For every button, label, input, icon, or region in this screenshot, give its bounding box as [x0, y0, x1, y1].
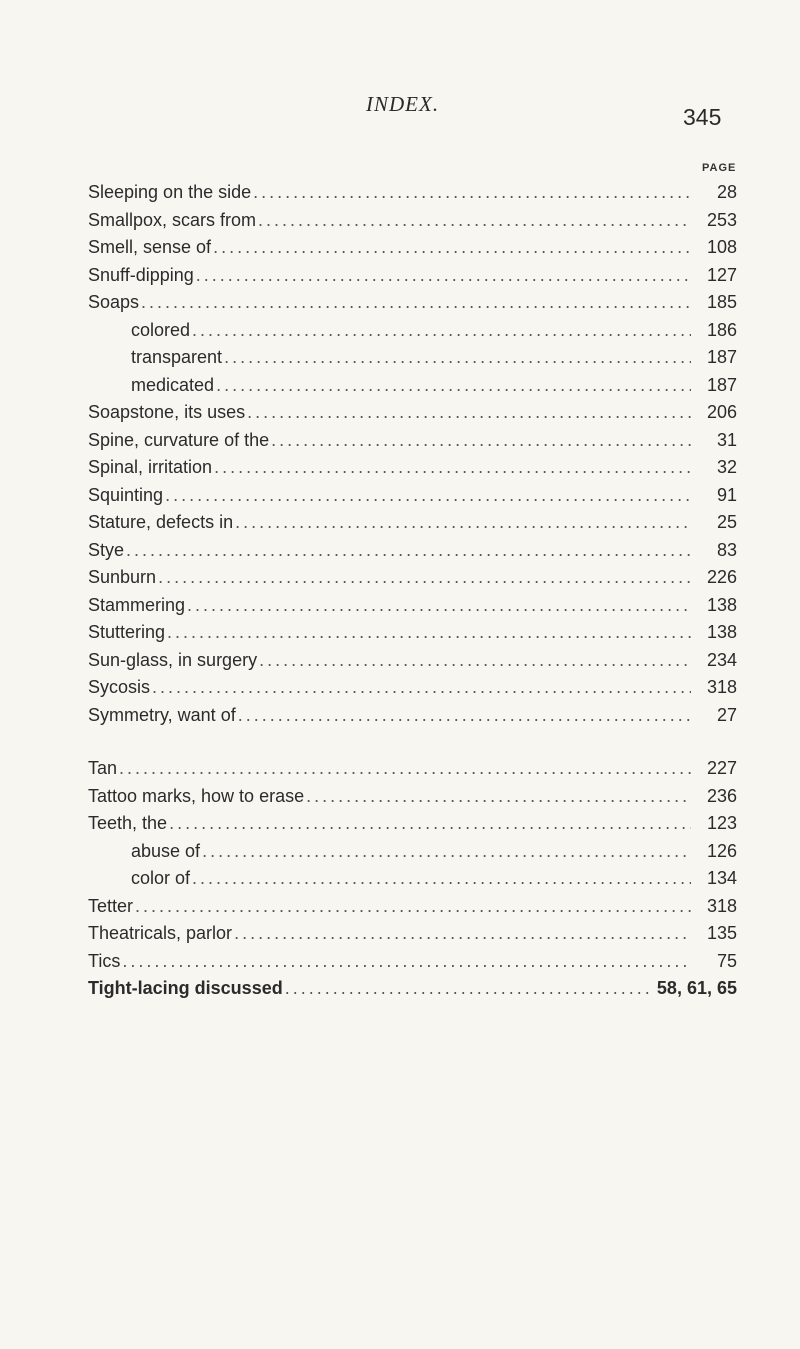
entry-page: 28	[716, 182, 737, 202]
entry-page: 134	[706, 868, 737, 888]
index-entry	[88, 674, 737, 702]
dot-leader	[214, 454, 691, 482]
entry-term: medicated	[131, 374, 215, 395]
entry-page: 253	[706, 209, 737, 230]
entry-page: 185	[706, 292, 737, 312]
entry-page: 318	[706, 895, 737, 916]
index-entry	[88, 975, 737, 1003]
dot-leader	[259, 647, 691, 675]
entry-term: Tattoo marks, how to erase	[88, 785, 305, 806]
dot-leader	[122, 948, 691, 976]
entry-page: 187	[706, 374, 737, 395]
entry-term: Spine, curvature of the	[88, 429, 270, 450]
dot-leader	[258, 207, 691, 235]
index-entry	[88, 647, 737, 675]
entry-page: 206	[706, 402, 737, 422]
dot-leader	[196, 262, 691, 290]
page-header	[0, 92, 800, 132]
entry-page: 91	[716, 484, 737, 505]
entry-page: 318	[706, 677, 737, 697]
index-entry	[88, 289, 737, 317]
entry-term: Stye	[88, 539, 125, 560]
index-entry	[88, 537, 737, 565]
entry-page: 187	[706, 347, 737, 367]
entry-term: Sycosis	[88, 677, 151, 697]
index-entry	[88, 920, 737, 948]
dot-leader	[152, 674, 691, 702]
entry-term: Tan	[88, 758, 118, 778]
index-entry	[88, 893, 737, 921]
dot-leader	[167, 619, 691, 647]
entry-term: Soapstone, its uses	[88, 402, 246, 422]
running-head: INDEX.	[366, 92, 440, 116]
dot-leader	[135, 893, 691, 921]
entry-page: 127	[706, 264, 737, 285]
dot-leader	[238, 702, 691, 730]
dot-leader	[141, 289, 691, 317]
entry-term: Theatricals, parlor	[88, 923, 233, 943]
entry-page: 32	[716, 457, 737, 477]
entry-term: Sunburn	[88, 567, 157, 587]
index-subentry	[88, 865, 737, 893]
entry-term: Sleeping on the side	[88, 182, 252, 202]
index-entry	[88, 702, 737, 730]
index-entry	[88, 207, 737, 235]
entry-page: 123	[706, 813, 737, 833]
index-entry	[88, 427, 737, 455]
dot-leader	[119, 755, 691, 783]
entry-term: Snuff-dipping	[88, 264, 194, 285]
entry-term: color of	[131, 868, 191, 888]
entry-page: 27	[716, 704, 737, 725]
index-entry	[88, 619, 737, 647]
index-subentry	[88, 344, 737, 372]
dot-leader	[192, 865, 691, 893]
entry-page: 138	[706, 594, 737, 615]
entry-page: 25	[716, 512, 737, 532]
entry-term: Tetter	[88, 895, 134, 916]
dot-leader	[158, 564, 691, 592]
entry-term: Soaps	[88, 292, 140, 312]
index-entry	[88, 179, 737, 207]
index-entry	[88, 755, 737, 783]
entry-term: transparent	[131, 347, 223, 367]
index-entries	[88, 179, 737, 1003]
entry-page: 226	[706, 567, 737, 587]
dot-leader	[213, 234, 691, 262]
entry-page: 126	[706, 840, 737, 861]
index-subentry	[88, 317, 737, 345]
entry-term: Squinting	[88, 484, 164, 505]
entry-term: Tight-lacing discussed	[88, 978, 283, 998]
index-entry	[88, 592, 737, 620]
entry-page: 234	[706, 649, 737, 670]
dot-leader	[247, 399, 691, 427]
index-entry	[88, 948, 737, 976]
entry-term: Symmetry, want of	[88, 704, 236, 725]
entry-page: 236	[706, 785, 737, 806]
entry-term: Sun-glass, in surgery	[88, 649, 258, 670]
index-group	[88, 179, 737, 729]
index-entry	[88, 482, 737, 510]
entry-term: Stature, defects in	[88, 512, 234, 532]
dot-leader	[271, 427, 691, 455]
entry-page: 227	[706, 758, 737, 778]
index-entry	[88, 399, 737, 427]
entry-page: 186	[706, 319, 737, 340]
entry-page: 75	[716, 950, 737, 971]
entry-term: Smell, sense of	[88, 237, 212, 257]
entry-page: 108	[706, 237, 737, 257]
entry-term: Tics	[88, 950, 121, 971]
page-column-label: PAGE	[702, 162, 737, 174]
entry-term: abuse of	[131, 840, 201, 861]
entry-page: 31	[716, 429, 737, 450]
dot-leader	[306, 783, 691, 811]
dot-leader	[224, 344, 691, 372]
index-entry	[88, 454, 737, 482]
index-entry	[88, 509, 737, 537]
index-entry	[88, 783, 737, 811]
index-entry	[88, 234, 737, 262]
dot-leader	[202, 838, 691, 866]
dot-leader	[126, 537, 691, 565]
entry-term: colored	[131, 319, 191, 340]
entry-term: Stuttering	[88, 622, 166, 642]
dot-leader	[216, 372, 691, 400]
dot-leader	[253, 179, 691, 207]
entry-page: 83	[716, 539, 737, 560]
index-subentry	[88, 372, 737, 400]
entry-term: Stammering	[88, 594, 186, 615]
entry-page: 135	[706, 923, 737, 943]
dot-leader	[169, 810, 691, 838]
entry-page: 58, 61, 65	[656, 978, 737, 998]
entry-term: Smallpox, scars from	[88, 209, 257, 230]
page-number: 345	[683, 104, 722, 130]
index-entry	[88, 564, 737, 592]
dot-leader	[165, 482, 691, 510]
index-entry	[88, 810, 737, 838]
dot-leader	[234, 920, 691, 948]
entry-page: 138	[706, 622, 737, 642]
entry-term: Teeth, the	[88, 813, 168, 833]
dot-leader	[285, 975, 651, 1003]
dot-leader	[235, 509, 691, 537]
entry-term: Spinal, irritation	[88, 457, 213, 477]
index-subentry	[88, 838, 737, 866]
dot-leader	[192, 317, 691, 345]
index-group	[88, 755, 737, 1003]
index-entry	[88, 262, 737, 290]
dot-leader	[187, 592, 691, 620]
